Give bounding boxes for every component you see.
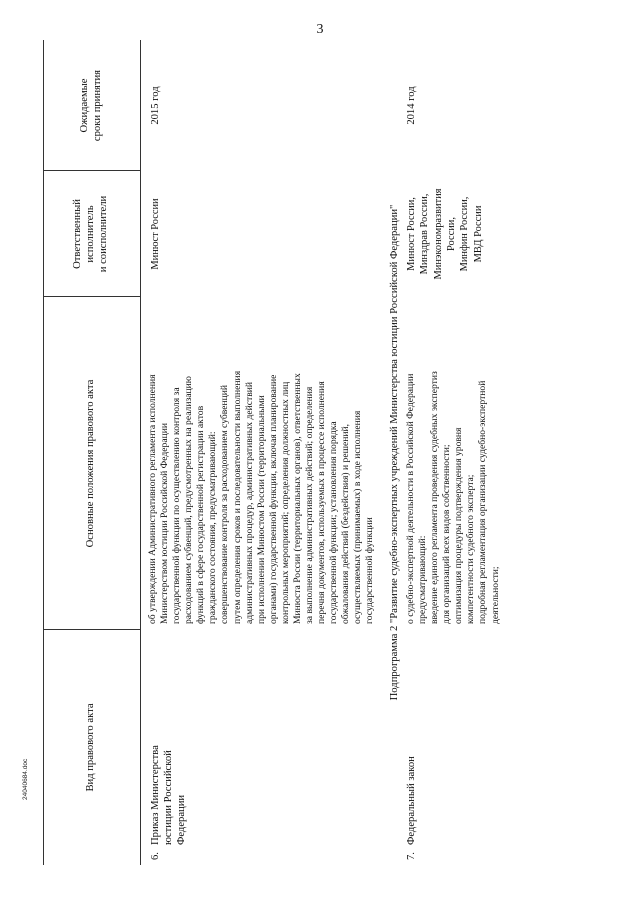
header-kind: Вид правового акта [85,703,97,792]
row-deadline: 2014 год [406,86,417,125]
subprogram-heading: Подпрограмма 2 "Развитие судебно-экспертных учреждений Министерства юстиции Российской Федерации" [389,204,400,701]
header-provisions: Основные положения правового акта [85,379,97,548]
header-executor: Ответственный исполнитель и соисполнители [72,195,109,273]
header-bottom-border [140,40,141,865]
document-id: 24040684.doc [22,758,29,800]
row-deadline: 2015 год [150,86,161,125]
rotated-table-page [43,40,593,865]
row-number: 6. [150,852,161,860]
row-provisions: о судебно-экспертной деятельности в Российской Федерации предусматривающий: введение единого регламента проведения судебных экспертиз для организаций всех видов собственности; оптимизация процедуры подтверждения уровня компетентности судебного эксперта; подробная регламентация организации судебно-экспертной деятельности; [405,371,501,624]
row-executor: Минюст России, Минздрав России, Минэкономразвития России, Минфин России, МВД России [406,188,484,280]
header-deadline: Ожидаемые сроки принятия [78,69,103,142]
page-number: 3 [316,22,324,37]
row-act-kind: Федеральный закон [406,756,417,845]
row-act-kind: Приказ Министерства юстиции Российской Федерации [150,745,188,845]
row-provisions: об утверждении Административного регламента исполнения Министерством юстиции Российской Федерации государственной функции по осуществлению контроля за расходованием субвенций, предусмотренных на реализацию функций в сфере государственной регистрации актов гражданского состояния, предусматривающий: совершенствование контроля за расходованием субвенций путем определения сроков и последовательности выполнения административных процедур, административных действий при исполнении Минюстом России (территориальными органами) государственной функции, включая планирование контрольных мероприятий; определения должностных лиц Минюста России (территориальных органов), ответственных за выполнение административных действий; определения перечня документов, используемых в процессе исполнения государственной функции; установления порядка обжалования действий (бездействия) и решений, осуществляемых (принимаемых) в ходе исполнения государственной функции [147,370,376,624]
row-executor: Минюст России [150,198,161,270]
row-number: 7. [406,852,417,860]
